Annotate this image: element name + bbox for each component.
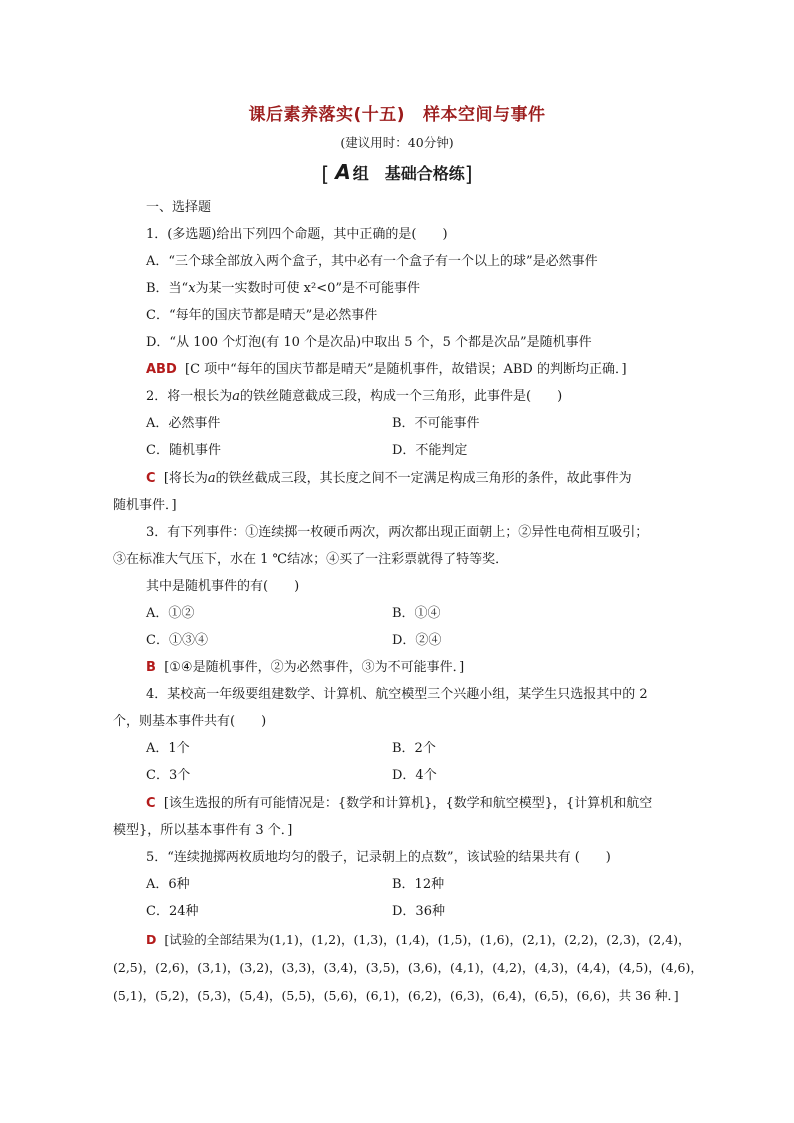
q3-option-d: D．②④: [392, 633, 442, 648]
q2-answer-line: [146, 471, 632, 487]
q5-option-b: B．12种: [392, 877, 445, 892]
title-main: 课后素养落实(十五): [248, 105, 406, 125]
group-letter: A: [335, 160, 351, 184]
q1-option-b-var: x: [188, 281, 196, 296]
q2-explanation-cont: 随机事件．]: [113, 498, 177, 513]
q2-explanation-post: 的铁丝截成三段，其长度之间不一定满足构成三角形的条件，故此事件为: [215, 471, 632, 486]
q3-stem-line1: 3．有下列事件：①连续掷一枚硬币两次，两次都出现正面朝上；②异性电荷相互吸引；: [146, 525, 649, 540]
q4-explanation-cont: 模型}，所以基本事件有 3 个．]: [113, 823, 293, 838]
q1-option-c: C．“每年的国庆节都是晴天”是必然事件: [146, 308, 378, 323]
q3-option-b: B．①④: [392, 606, 441, 621]
title-sub: 样本空间与事件: [423, 105, 546, 125]
q5-explanation-cont2: (5,1)，(5,2)，(5,3)，(5,4)，(5,5)，(5,6)，(6,1)，(6,2)，(6,3)，(6,4)，(6,5)，(6,6)，共 36 种．]: [113, 988, 679, 1003]
q1-option-b-pre: B．当“: [146, 281, 189, 296]
q5-answer: D: [146, 932, 157, 947]
q5-explanation: [试验的全部结果为(1,1)，(1,2)，(1,3)，(1,4)，(1,5)，(1,6)，(2,1)，(2,2)，(2,3)，(2,4)，: [164, 932, 691, 947]
q2-answer: C: [146, 471, 156, 486]
time-hint: (建议用时：40分钟): [340, 135, 454, 150]
q4-stem-line2: 个，则基本事件共有( ): [113, 714, 267, 729]
q4-option-d: D．4个: [392, 768, 437, 783]
q1-option-b: [146, 281, 420, 297]
q4-option-c: C．3个: [146, 768, 191, 783]
q1-answer-line: [146, 362, 627, 378]
q5-option-d: D．36种: [392, 904, 445, 919]
q4-option-a: A．1个: [146, 741, 190, 756]
q5-answer-line: [146, 932, 691, 948]
q3-answer: B: [146, 660, 156, 675]
section-heading: 一、选择题: [146, 200, 212, 215]
q4-answer-line: [146, 796, 652, 812]
q2-stem-var: a: [232, 389, 241, 404]
q2-option-a: A．必然事件: [146, 416, 221, 431]
q2-stem-post: 的铁丝随意截成三段，构成一个三角形，此事件是( ): [240, 389, 563, 404]
q4-explanation: [该生选报的所有可能情况是：{数学和计算机}，{数学和航空模型}，{计算机和航空: [163, 796, 653, 811]
q4-option-b: B．2个: [392, 741, 436, 756]
q2-explanation-var: a: [207, 471, 216, 486]
q5-stem: 5．“连续抛掷两枚质地均匀的骰子，记录朝上的点数”，该试验的结果共有 ( ): [146, 850, 611, 865]
q3-option-c: C．①③④: [146, 633, 208, 648]
q1-explanation: [C 项中“每年的国庆节都是晴天”是随机事件，故错误；ABD 的判断均正确．]: [185, 362, 627, 377]
q3-option-a: A．①②: [146, 606, 195, 621]
q1-answer: ABD: [146, 362, 177, 377]
page-title: [0, 100, 794, 125]
group-word: 组: [352, 164, 369, 183]
q4-answer: C: [146, 796, 156, 811]
q1-option-b-post: 为某一实数时可使 x²<0”是不可能事件: [195, 281, 421, 296]
q3-explanation: [①④是随机事件，②为必然事件，③为不可能事件．]: [164, 660, 465, 675]
q1-option-d: D．“从 100 个灯泡(有 10 个是次品)中取出 5 个，5 个都是次品”是随机事件: [146, 335, 592, 350]
q2-option-b: B．不可能事件: [392, 416, 480, 431]
group-name: 基础合格练: [384, 164, 465, 183]
q5-explanation-cont1: (2,5)，(2,6)，(3,1)，(3,2)，(3,3)，(3,4)，(3,5)，(3,6)，(4,1)，(4,2)，(4,3)，(4,4)，(4,5)，(4,6)，: [113, 960, 703, 975]
q2-explanation-pre: [将长为: [163, 471, 208, 486]
q2-stem: [146, 389, 562, 405]
q5-option-a: A．6种: [146, 877, 190, 892]
q1-stem: 1．(多选题)给出下列四个命题，其中正确的是( ): [146, 227, 448, 242]
q5-option-c: C．24种: [146, 904, 199, 919]
q1-option-a: A．“三个球全部放入两个盒子，其中必有一个盒子有一个以上的球”是必然事件: [146, 254, 598, 269]
q2-stem-pre: 2．将一根长为: [146, 389, 233, 404]
q2-option-d: D．不能判定: [392, 443, 468, 458]
q3-answer-line: [146, 660, 464, 676]
q2-option-c: C．随机事件: [146, 443, 221, 458]
group-heading: [0, 160, 794, 186]
q3-stem-line2: ③在标准大气压下，水在 1 ℃结冰；④买了一注彩票就得了特等奖．: [113, 552, 509, 567]
group-bracket-left: [: [321, 162, 330, 186]
group-bracket-right: ]: [464, 162, 473, 186]
q3-stem-line3: 其中是随机事件的有( ): [146, 579, 300, 594]
q4-stem-line1: 4．某校高一年级要组建数学、计算机、航空模型三个兴趣小组，某学生只选报其中的 2: [146, 687, 648, 702]
